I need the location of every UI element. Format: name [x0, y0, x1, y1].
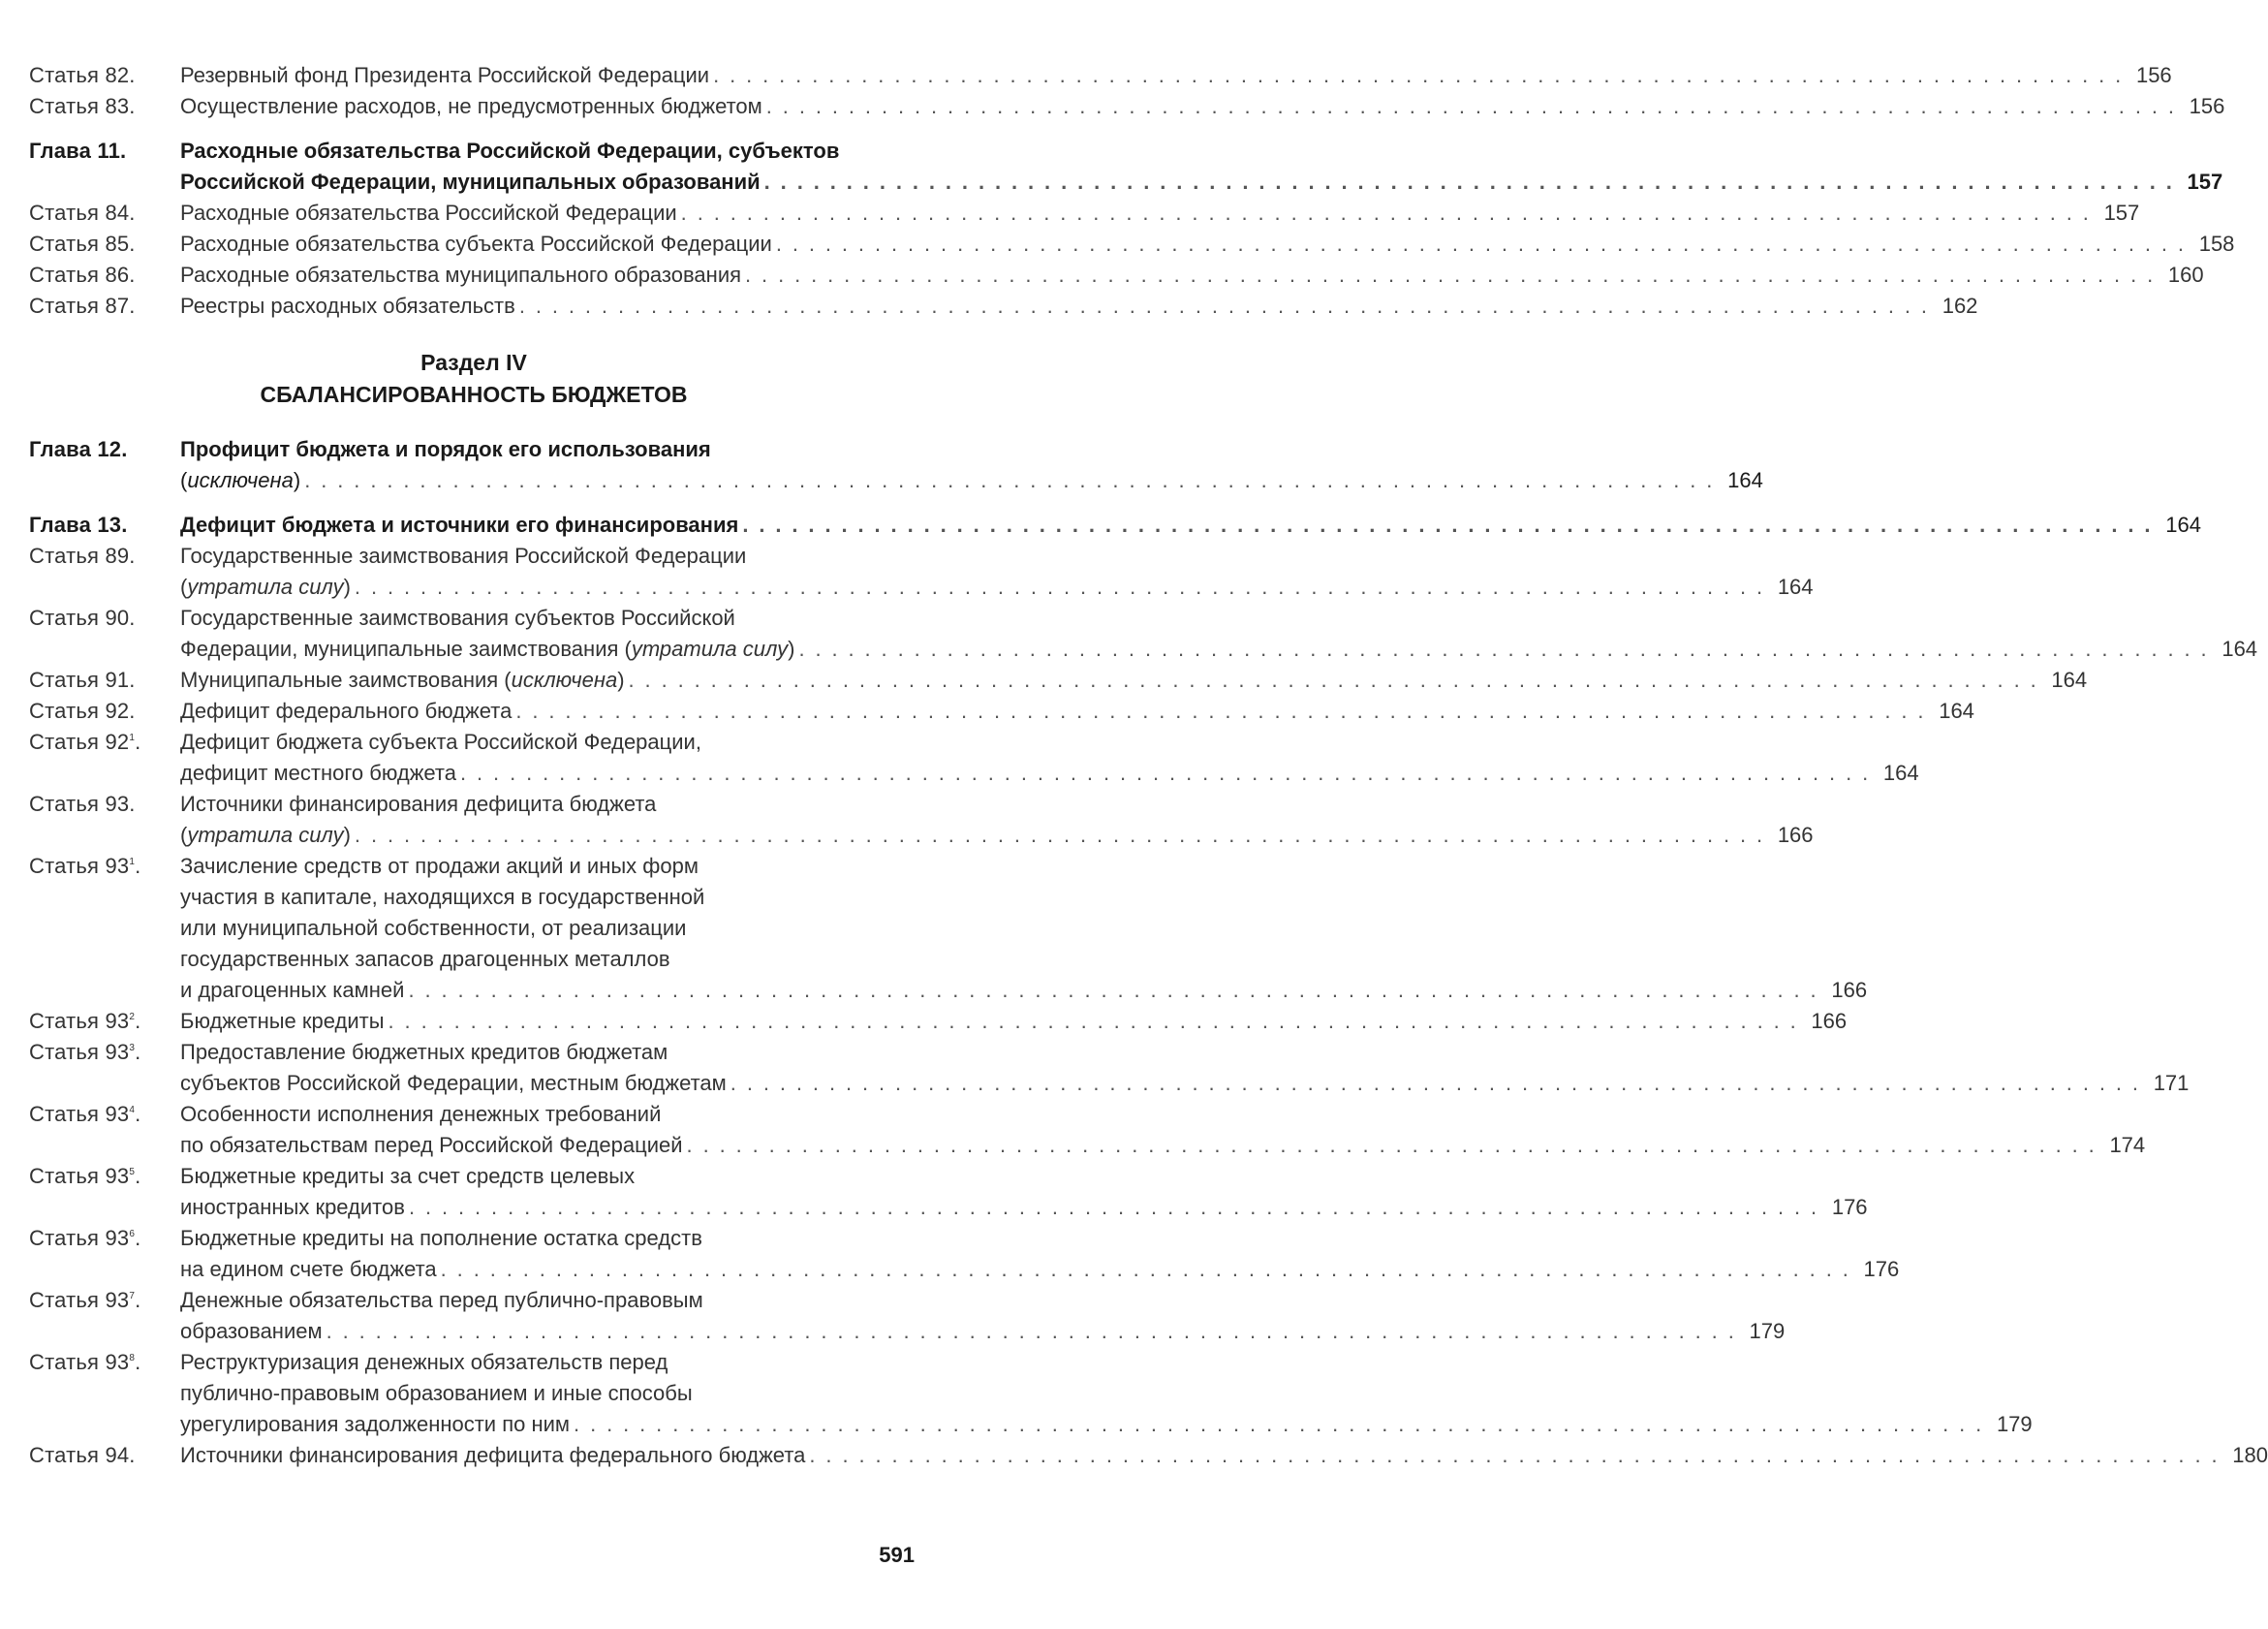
section-heading [29, 347, 918, 411]
article-title [180, 1440, 2268, 1471]
dot-leader [742, 510, 2153, 541]
article-number: 84. [105, 201, 136, 225]
page-ref: 179 [1996, 1412, 2033, 1436]
toc-entry[interactable] [29, 260, 2204, 291]
article-title-line: государственных запасов драгоценных металлов [180, 947, 670, 971]
article-number: 85. [105, 232, 136, 256]
article-title-line: Расходные обязательства Российской Федерации [180, 201, 677, 225]
article-title [180, 1006, 1847, 1037]
dot-leader [745, 260, 2156, 291]
article-title [180, 260, 2204, 291]
toc-entry[interactable] [29, 603, 2258, 665]
page-ref: 160 [2167, 263, 2204, 287]
article-title-line: (утратила силу) [180, 575, 351, 599]
article-title-line: Предоставление бюджетных кредитов бюджетам [180, 1040, 668, 1064]
dot-leader [408, 975, 1818, 1006]
dot-leader [798, 634, 2209, 665]
article-title-line: Муниципальные заимствования (исключена) [180, 668, 625, 692]
article-title-line: или муниципальной собственности, от реализации [180, 916, 687, 940]
article-label: Статья $93^4$. [29, 1099, 180, 1130]
article-prefix: Статья [29, 1009, 100, 1033]
article-title-line: Дефицит федерального бюджета [180, 699, 513, 723]
article-title-line: по обязательствам перед Российской Федерацией [180, 1133, 683, 1157]
article-prefix: Статья [29, 94, 100, 118]
dot-leader [355, 572, 1765, 603]
page-ref: 171 [2153, 1071, 2190, 1095]
article-title [180, 541, 1814, 603]
article-title-line: Зачисление средств от продажи акций и иных форм [180, 854, 699, 878]
page-ref: 156 [2135, 63, 2172, 87]
article-prefix: Статья [29, 1443, 100, 1467]
toc-block-articles-84-87 [29, 198, 2235, 322]
article-label [29, 260, 180, 291]
article-title [180, 291, 1977, 322]
article-title-line: Реестры расходных обязательств [180, 294, 515, 318]
article-number: 93 [105, 1102, 130, 1126]
dot-leader [809, 1440, 2220, 1471]
dot-leader [687, 1130, 2097, 1161]
article-superscript: 1 [129, 857, 136, 867]
page-ref: 158 [2198, 232, 2235, 256]
chapter-title: Профицит бюджета и порядок его использования (исключена) . . . 164 [180, 434, 1763, 496]
page-ref: 176 [1863, 1257, 1900, 1281]
article-number: 87. [105, 294, 136, 318]
article-label [29, 1440, 180, 1471]
toc-entry[interactable] [29, 60, 2172, 91]
article-number: 93 [105, 1288, 130, 1312]
article-title-line: Источники финансирования дефицита федерального бюджета [180, 1443, 806, 1467]
page-ref: 179 [1749, 1319, 1786, 1343]
article-number: 93 [105, 1350, 130, 1374]
article-title-line: публично-правовым образованием и иные способы [180, 1381, 693, 1405]
page-ref: 157 [2103, 201, 2140, 225]
article-title [180, 91, 2224, 122]
toc-entry[interactable] [29, 1223, 1900, 1285]
toc-entry[interactable] [29, 1006, 1848, 1037]
dot-leader [304, 465, 1715, 496]
toc-entry[interactable] [29, 1285, 1786, 1347]
dot-leader [326, 1316, 1737, 1347]
dot-leader [409, 1192, 1819, 1223]
article-label: Статья $93^3$. [29, 1037, 180, 1068]
toc-chapter-11[interactable] [29, 136, 2223, 198]
article-title-line: Федерации, муниципальные заимствования (утратила силу) [180, 637, 795, 661]
page-ref: 164 [1939, 699, 1974, 723]
article-label: Статья $93^6$. [29, 1223, 180, 1254]
article-title-line: Государственные заимствования субъектов Российской [180, 606, 735, 630]
article-prefix: Статья [29, 1226, 100, 1250]
toc-entry[interactable] [29, 291, 1978, 322]
article-title [180, 1285, 1785, 1347]
page-ref: 166 [1831, 978, 1868, 1002]
toc-entry[interactable] [29, 91, 2225, 122]
toc-block-articles-89-94 [29, 541, 2268, 1471]
page-ref: 164 [1777, 575, 1814, 599]
article-superscript: 1 [129, 733, 136, 743]
article-title-line: на едином счете бюджета [180, 1257, 437, 1281]
article-label [29, 198, 180, 229]
toc-chapter-12[interactable] [29, 434, 1763, 496]
article-title [180, 1223, 1899, 1285]
page-ref: 164 [2051, 668, 2088, 692]
article-prefix: Статья [29, 1350, 100, 1374]
article-title-line: Осуществление расходов, не предусмотренных бюджетом [180, 94, 762, 118]
article-superscript: 3 [129, 1043, 136, 1053]
article-title-line: и драгоценных камней [180, 978, 405, 1002]
article-label [29, 696, 180, 727]
article-label [29, 603, 180, 634]
page-ref: 174 [2109, 1133, 2146, 1157]
dot-leader [388, 1006, 1799, 1037]
article-superscript: 6 [129, 1229, 136, 1239]
article-superscript: 4 [129, 1105, 136, 1115]
article-superscript: 5 [129, 1167, 136, 1177]
article-label [29, 291, 180, 322]
article-title [180, 1099, 2145, 1161]
toc-entry[interactable] [29, 789, 1814, 851]
toc-entry[interactable] [29, 541, 1814, 603]
page-ref: 164 [2221, 637, 2258, 661]
article-superscript: 7 [129, 1291, 136, 1301]
chapter-label: Глава 11. [29, 139, 127, 163]
status-note: исключена [511, 668, 618, 692]
article-prefix: Статья [29, 730, 100, 754]
status-note: утратила силу [631, 637, 789, 661]
chapter-label: Глава 12. [29, 437, 128, 461]
article-number: 93 [105, 1226, 130, 1250]
article-prefix: Статья [29, 263, 100, 287]
article-title [180, 665, 2087, 696]
status-note: утратила силу [187, 823, 344, 847]
toc-entry[interactable] [29, 1099, 2146, 1161]
dot-leader [460, 758, 1871, 789]
article-label: Статья $92^1$. [29, 727, 180, 758]
article-title-line: иностранных кредитов [180, 1195, 405, 1219]
toc-entry[interactable] [29, 851, 1868, 1006]
article-label: Статья $93^7$. [29, 1285, 180, 1316]
page-number: 591 [879, 1543, 915, 1567]
article-title-line: урегулирования задолженности по ним [180, 1412, 571, 1436]
article-superscript: 8 [129, 1353, 136, 1363]
article-prefix: Статья [29, 606, 100, 630]
article-title [180, 1347, 2033, 1440]
dot-leader [515, 696, 1926, 727]
article-number: 93 [105, 1009, 130, 1033]
chapter-title-line: Российской Федерации, муниципальных образований [180, 170, 761, 194]
article-title-line: Источники финансирования дефицита бюджета [180, 792, 657, 816]
article-prefix: Статья [29, 668, 100, 692]
chapter-title-line: Расходные обязательства Российской Федерации, субъектов [180, 139, 840, 163]
article-title [180, 229, 2234, 260]
article-title-line: Расходные обязательства муниципального образования [180, 263, 742, 287]
toc-entry[interactable] [29, 727, 1919, 789]
dot-leader [441, 1254, 1851, 1285]
dot-leader [629, 665, 2039, 696]
article-title [180, 1161, 1868, 1223]
article-title-line: участия в капитале, находящихся в государственной [180, 885, 705, 909]
page-ref: 164 [1882, 761, 1919, 785]
article-prefix: Статья [29, 544, 100, 568]
article-title-line: Дефицит бюджета субъекта Российской Федерации, [180, 730, 701, 754]
toc-chapter-13[interactable] [29, 510, 2201, 541]
article-number: 83. [105, 94, 136, 118]
article-title-line: Особенности исполнения денежных требований [180, 1102, 662, 1126]
page-ref: 157 [2187, 170, 2223, 194]
article-title [180, 789, 1814, 851]
page-ref: 164 [1727, 468, 1763, 492]
article-label [29, 541, 180, 572]
toc-entry[interactable] [29, 1161, 1868, 1223]
page-ref: 164 [2165, 513, 2201, 537]
article-prefix: Статья [29, 232, 100, 256]
article-title [180, 198, 2139, 229]
article-number: 92. [105, 699, 136, 723]
page-ref: 162 [1942, 294, 1978, 318]
article-title-line: Расходные обязательства субъекта Российской Федерации [180, 232, 772, 256]
article-label [29, 789, 180, 820]
article-title-line: Бюджетные кредиты за счет средств целевых [180, 1164, 636, 1188]
article-prefix: Статья [29, 294, 100, 318]
article-title-line: Реструктуризация денежных обязательств перед [180, 1350, 668, 1374]
article-label: Статья $93^5$. [29, 1161, 180, 1192]
article-number: 90. [105, 606, 136, 630]
toc-entry[interactable] [29, 198, 2140, 229]
article-title-line: Государственные заимствования Российской Федерации [180, 544, 747, 568]
section-number: Раздел IV [420, 350, 527, 375]
chapter-title [180, 510, 2201, 541]
page-ref: 180 [2232, 1443, 2268, 1467]
toc-entry[interactable] [29, 696, 1974, 727]
dot-leader [764, 167, 2175, 198]
article-number: 91. [105, 668, 136, 692]
dot-leader [355, 820, 1765, 851]
article-number: 94. [105, 1443, 136, 1467]
page-ref: 166 [1811, 1009, 1848, 1033]
status-note: утратила силу [187, 575, 344, 599]
article-label [29, 665, 180, 696]
article-prefix: Статья [29, 1288, 100, 1312]
article-number: 93 [105, 854, 130, 878]
article-prefix: Статья [29, 201, 100, 225]
toc-block-articles-82-83 [29, 60, 2225, 122]
article-prefix: Статья [29, 1102, 100, 1126]
article-title-line: образованием [180, 1319, 323, 1343]
page-ref: 156 [2189, 94, 2225, 118]
article-title [180, 60, 2172, 91]
toc-entry[interactable] [29, 229, 2235, 260]
article-title-line: Резервный фонд Президента Российской Федерации [180, 63, 710, 87]
dot-leader [713, 60, 2124, 91]
article-number: 82. [105, 63, 136, 87]
article-title [180, 851, 1867, 1006]
chapter-title-line: Дефицит бюджета и источники его финансирования [180, 513, 739, 537]
article-title-line: Бюджетные кредиты на пополнение остатка средств [180, 1226, 702, 1250]
article-number: 89. [105, 544, 136, 568]
article-label [29, 229, 180, 260]
article-prefix: Статья [29, 854, 100, 878]
dot-leader [776, 229, 2187, 260]
article-number: 86. [105, 263, 136, 287]
dot-leader [766, 91, 2177, 122]
article-label [29, 60, 180, 91]
article-title-line: Бюджетные кредиты [180, 1009, 385, 1033]
page-ref: 166 [1777, 823, 1814, 847]
toc-entry[interactable] [29, 1440, 2268, 1471]
chapter-label: Глава 13. [29, 513, 128, 537]
article-superscript: 2 [129, 1012, 136, 1022]
article-number: 93. [105, 792, 136, 816]
page-ref: 176 [1831, 1195, 1868, 1219]
article-title-line: Денежные обязательства перед публично-правовым [180, 1288, 703, 1312]
article-prefix: Статья [29, 1164, 100, 1188]
dot-leader [574, 1409, 1984, 1440]
article-prefix: Статья [29, 63, 100, 87]
toc-entry[interactable] [29, 665, 2088, 696]
article-title [180, 1037, 2189, 1099]
table-of-contents [29, 60, 2268, 1471]
article-title [180, 603, 2257, 665]
dot-leader [730, 1068, 2141, 1099]
article-label [29, 91, 180, 122]
article-prefix: Статья [29, 792, 100, 816]
chapter-title [180, 136, 2222, 198]
article-number: 93 [105, 1040, 130, 1064]
status-note: исключена [187, 468, 294, 492]
article-title [180, 727, 1919, 789]
dot-leader [519, 291, 1930, 322]
toc-entry[interactable] [29, 1347, 2033, 1440]
article-title-line: субъектов Российской Федерации, местным бюджетам [180, 1071, 727, 1095]
article-number: 93 [105, 1164, 130, 1188]
article-label: Статья $93^8$. [29, 1347, 180, 1378]
article-title [180, 696, 1974, 727]
toc-entry[interactable] [29, 1037, 2190, 1099]
chapter-title-line: Профицит бюджета и порядок его использования [180, 437, 711, 461]
article-prefix: Статья [29, 699, 100, 723]
article-title-line: (утратила силу) [180, 823, 351, 847]
article-label: Статья $93^1$. [29, 851, 180, 882]
dot-leader [681, 198, 2092, 229]
article-title-line: дефицит местного бюджета [180, 761, 456, 785]
article-prefix: Статья [29, 1040, 100, 1064]
article-number: 92 [105, 730, 130, 754]
section-title: СБАЛАНСИРОВАННОСТЬ БЮДЖЕТОВ [260, 382, 688, 407]
article-label: Статья $93^2$. [29, 1006, 180, 1037]
